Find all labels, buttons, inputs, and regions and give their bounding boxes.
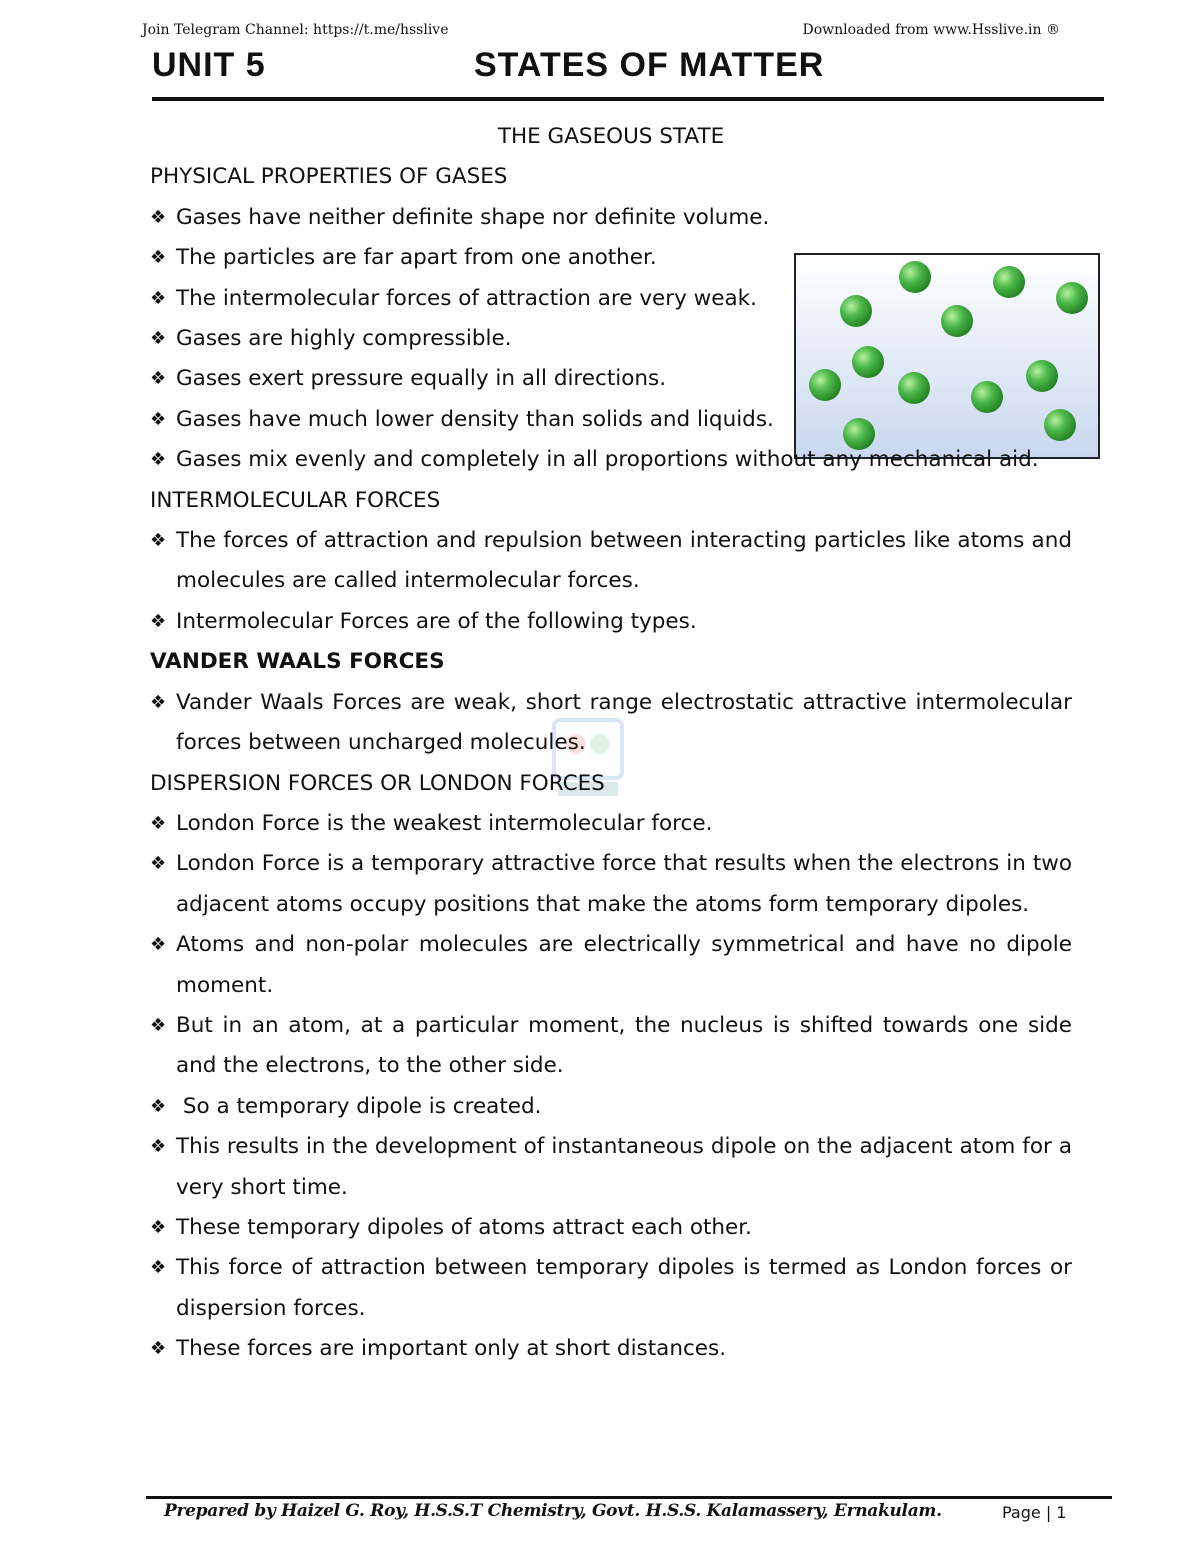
section-title: THE GASEOUS STATE <box>497 124 725 149</box>
list-item: ❖ London Force is the weakest intermolecular force. <box>150 804 1072 844</box>
bullet-diamond-icon: ❖ <box>150 206 167 228</box>
header-telegram-text: Join Telegram Channel: https://t.me/hsslive <box>142 22 449 38</box>
list-item: ❖ But in an atom, at a particular moment, the nucleus is shifted towards one side and the electrons, to the other side. <box>150 1006 1072 1087</box>
bullet-diamond-icon: ❖ <box>150 530 167 552</box>
list-item: ❖ The particles are far apart from one another. <box>150 238 776 278</box>
list-item: ❖ Gases are highly compressible. <box>150 319 776 359</box>
bullet-diamond-icon: ❖ <box>150 368 167 390</box>
document-body <box>150 117 1072 1370</box>
bullet-diamond-icon: ❖ <box>150 1136 167 1158</box>
bullet-diamond-icon: ❖ <box>150 328 167 350</box>
list-item: ❖ Atoms and non-polar molecules are electrically symmetrical and have no dipole moment. <box>150 925 1072 1006</box>
unit-label: UNIT 5 <box>152 46 266 84</box>
list-item: ❖ Gases have neither definite shape nor definite volume. <box>150 198 776 238</box>
page-title: STATES OF MATTER <box>474 46 825 84</box>
bullet-diamond-icon: ❖ <box>150 691 167 713</box>
list-item: ❖ Gases mix evenly and completely in all proportions without any mechanical aid. <box>150 440 1072 480</box>
bullet-diamond-icon: ❖ <box>150 247 167 269</box>
list-item: ❖ Intermolecular Forces are of the following types. <box>150 602 1072 642</box>
list-item: ❖ London Force is a temporary attractive force that results when the electrons in two adjacent atoms occupy positions that make the atoms form temporary dipoles. <box>150 844 1072 925</box>
list-item: ❖ These forces are important only at short distances. <box>150 1329 1072 1369</box>
page-number: Page | 1 <box>1002 1503 1067 1522</box>
footer-rule <box>146 1496 1112 1499</box>
bullet-diamond-icon: ❖ <box>150 287 167 309</box>
list-item: ❖ So a temporary dipole is created. <box>150 1087 1072 1127</box>
bullet-diamond-icon: ❖ <box>150 408 167 430</box>
list-item: ❖ This force of attraction between temporary dipoles is termed as London forces or dispersion forces. <box>150 1248 1072 1329</box>
bullet-diamond-icon: ❖ <box>150 1257 167 1279</box>
heading-intermolecular-forces: INTERMOLECULAR FORCES <box>150 487 441 513</box>
list-item: ❖ These temporary dipoles of atoms attract each other. <box>150 1208 1072 1248</box>
bullet-diamond-icon: ❖ <box>150 934 167 956</box>
header-download-text: Downloaded from www.Hsslive.in ® <box>802 22 1060 38</box>
list-item: ❖ Vander Waals Forces are weak, short range electrostatic attractive intermolecular forces between uncharged molecules. <box>150 683 1072 764</box>
list-item: ❖ Gases exert pressure equally in all directions. <box>150 359 776 399</box>
bullet-diamond-icon: ❖ <box>150 449 167 471</box>
bullet-diamond-icon: ❖ <box>150 853 167 875</box>
bullet-diamond-icon: ❖ <box>150 1338 167 1360</box>
heading-physical-properties: PHYSICAL PROPERTIES OF GASES <box>150 164 508 190</box>
bullet-diamond-icon: ❖ <box>150 1014 167 1036</box>
heading-vander-waals: VANDER WAALS FORCES <box>150 649 445 675</box>
list-item: ❖ The intermolecular forces of attraction are very weak. <box>150 279 776 319</box>
list-item: ❖ The forces of attraction and repulsion between interacting particles like atoms and molecules are called intermolecular forces. <box>150 521 1072 602</box>
bullet-diamond-icon: ❖ <box>150 1095 167 1117</box>
footer-author: Prepared by Haizel G. Roy, H.S.S.T Chemistry, Govt. H.S.S. Kalamassery, Ernakulam. <box>164 1501 942 1521</box>
list-item: ❖ Gases have much lower density than solids and liquids. <box>150 400 776 440</box>
bullet-diamond-icon: ❖ <box>150 610 167 632</box>
list-item: ❖ This results in the development of instantaneous dipole on the adjacent atom for a very short time. <box>150 1127 1072 1208</box>
heading-london-forces: DISPERSION FORCES OR LONDON FORCES <box>150 770 605 796</box>
bullet-diamond-icon: ❖ <box>150 1216 167 1238</box>
bullet-diamond-icon: ❖ <box>150 812 167 834</box>
header-rule <box>152 97 1104 101</box>
